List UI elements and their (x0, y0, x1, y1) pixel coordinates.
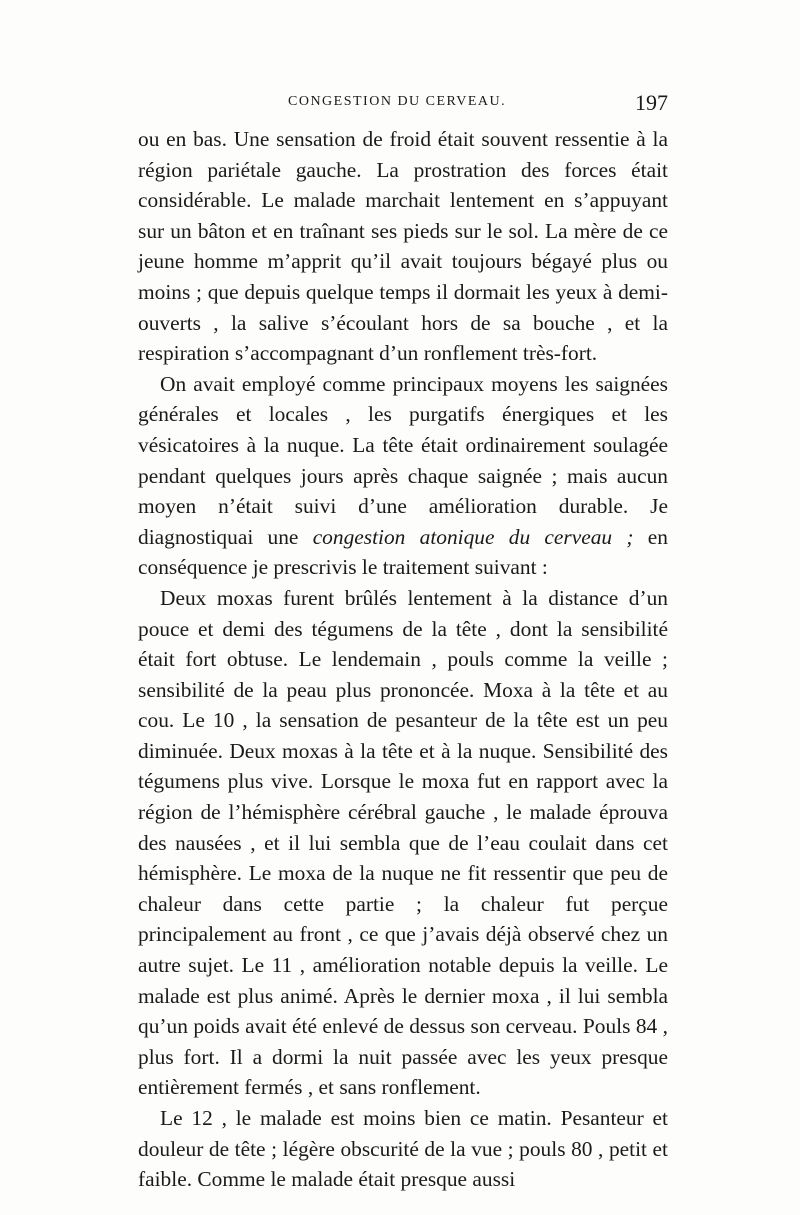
paragraph-text: ou en bas. Une sensation de froid était souvent ressentie à la région pariétale gauche. La prostration des forces était considérable. Le malade marchait lentement en s’appuyant sur un bâton et en traînant ses pieds sur le sol. La mère de ce jeune homme m’apprit qu’il avait toujours bégayé plus ou moins ; que depuis quelque temps il dormait les yeux à demi-ouverts , la salive s’écoulant hors de sa bouche , et la respiration s’accompagnant d’un ronflement très-fort. (138, 127, 668, 366)
running-head (138, 90, 668, 120)
paragraph (138, 1103, 668, 1195)
paragraph-text: Le 12 , le malade est moins bien ce matin. Pesanteur et douleur de tête ; légère obscurité de la vue ; pouls 80 , petit et faible. Comme le malade était presque aussi (138, 1106, 668, 1192)
running-title: CONGESTION DU CERVEAU. (288, 94, 507, 109)
diagnosis-italic: congestion atonique du cerveau ; (312, 524, 634, 549)
paragraph-text: Deux moxas furent brûlés lentement à la distance d’un pouce et demi des tégumens de la tête , dont la sensibilité était fort obtuse. Le lendemain , pouls comme la veille ; sensibilité de la peau plus prononcée. Moxa à la tête et au cou. Le 10 , la sensation de pesanteur de la tête est un peu diminuée. Deux moxas à la tête et à la nuque. Sensibilité des tégumens plus vive. Lorsque le moxa fut en rapport avec la région de l’hémisphère cérébral gauche , le malade éprouva des nausées , et il lui sembla que de l’eau coulait dans cet hémisphère. Le moxa de la nuque ne fit ressentir que peu de chaleur dans cette partie ; la chaleur fut perçue principalement au front , ce que j’avais déjà observé chez un autre sujet. Le 11 , amélioration notable depuis la veille. Le malade est plus animé. Après le dernier moxa , il lui sembla qu’un poids avait été enlevé de dessus son cerveau. Pouls 84 , plus fort. Il a dormi la nuit passée avec les yeux presque entièrement fermés , et sans ronflement. (138, 585, 668, 1100)
paragraph-text: On avait employé comme principaux moyens les saignées générales et locales , les purgatifs énergiques et les vésicatoires à la nuque. La tête était ordinairement soulagée pendant quelques jours après chaque saignée ; mais aucun moyen n’était suivi d’une amélioration durable. Je diagnostiquai une (138, 371, 668, 549)
page-number: 197 (635, 90, 668, 115)
body-text (138, 124, 668, 1195)
paragraph (138, 369, 668, 583)
paragraph (138, 583, 668, 1103)
paragraph-text: en conséquence je prescrivis le traitement suivant : (138, 524, 668, 580)
paragraph (138, 124, 668, 369)
